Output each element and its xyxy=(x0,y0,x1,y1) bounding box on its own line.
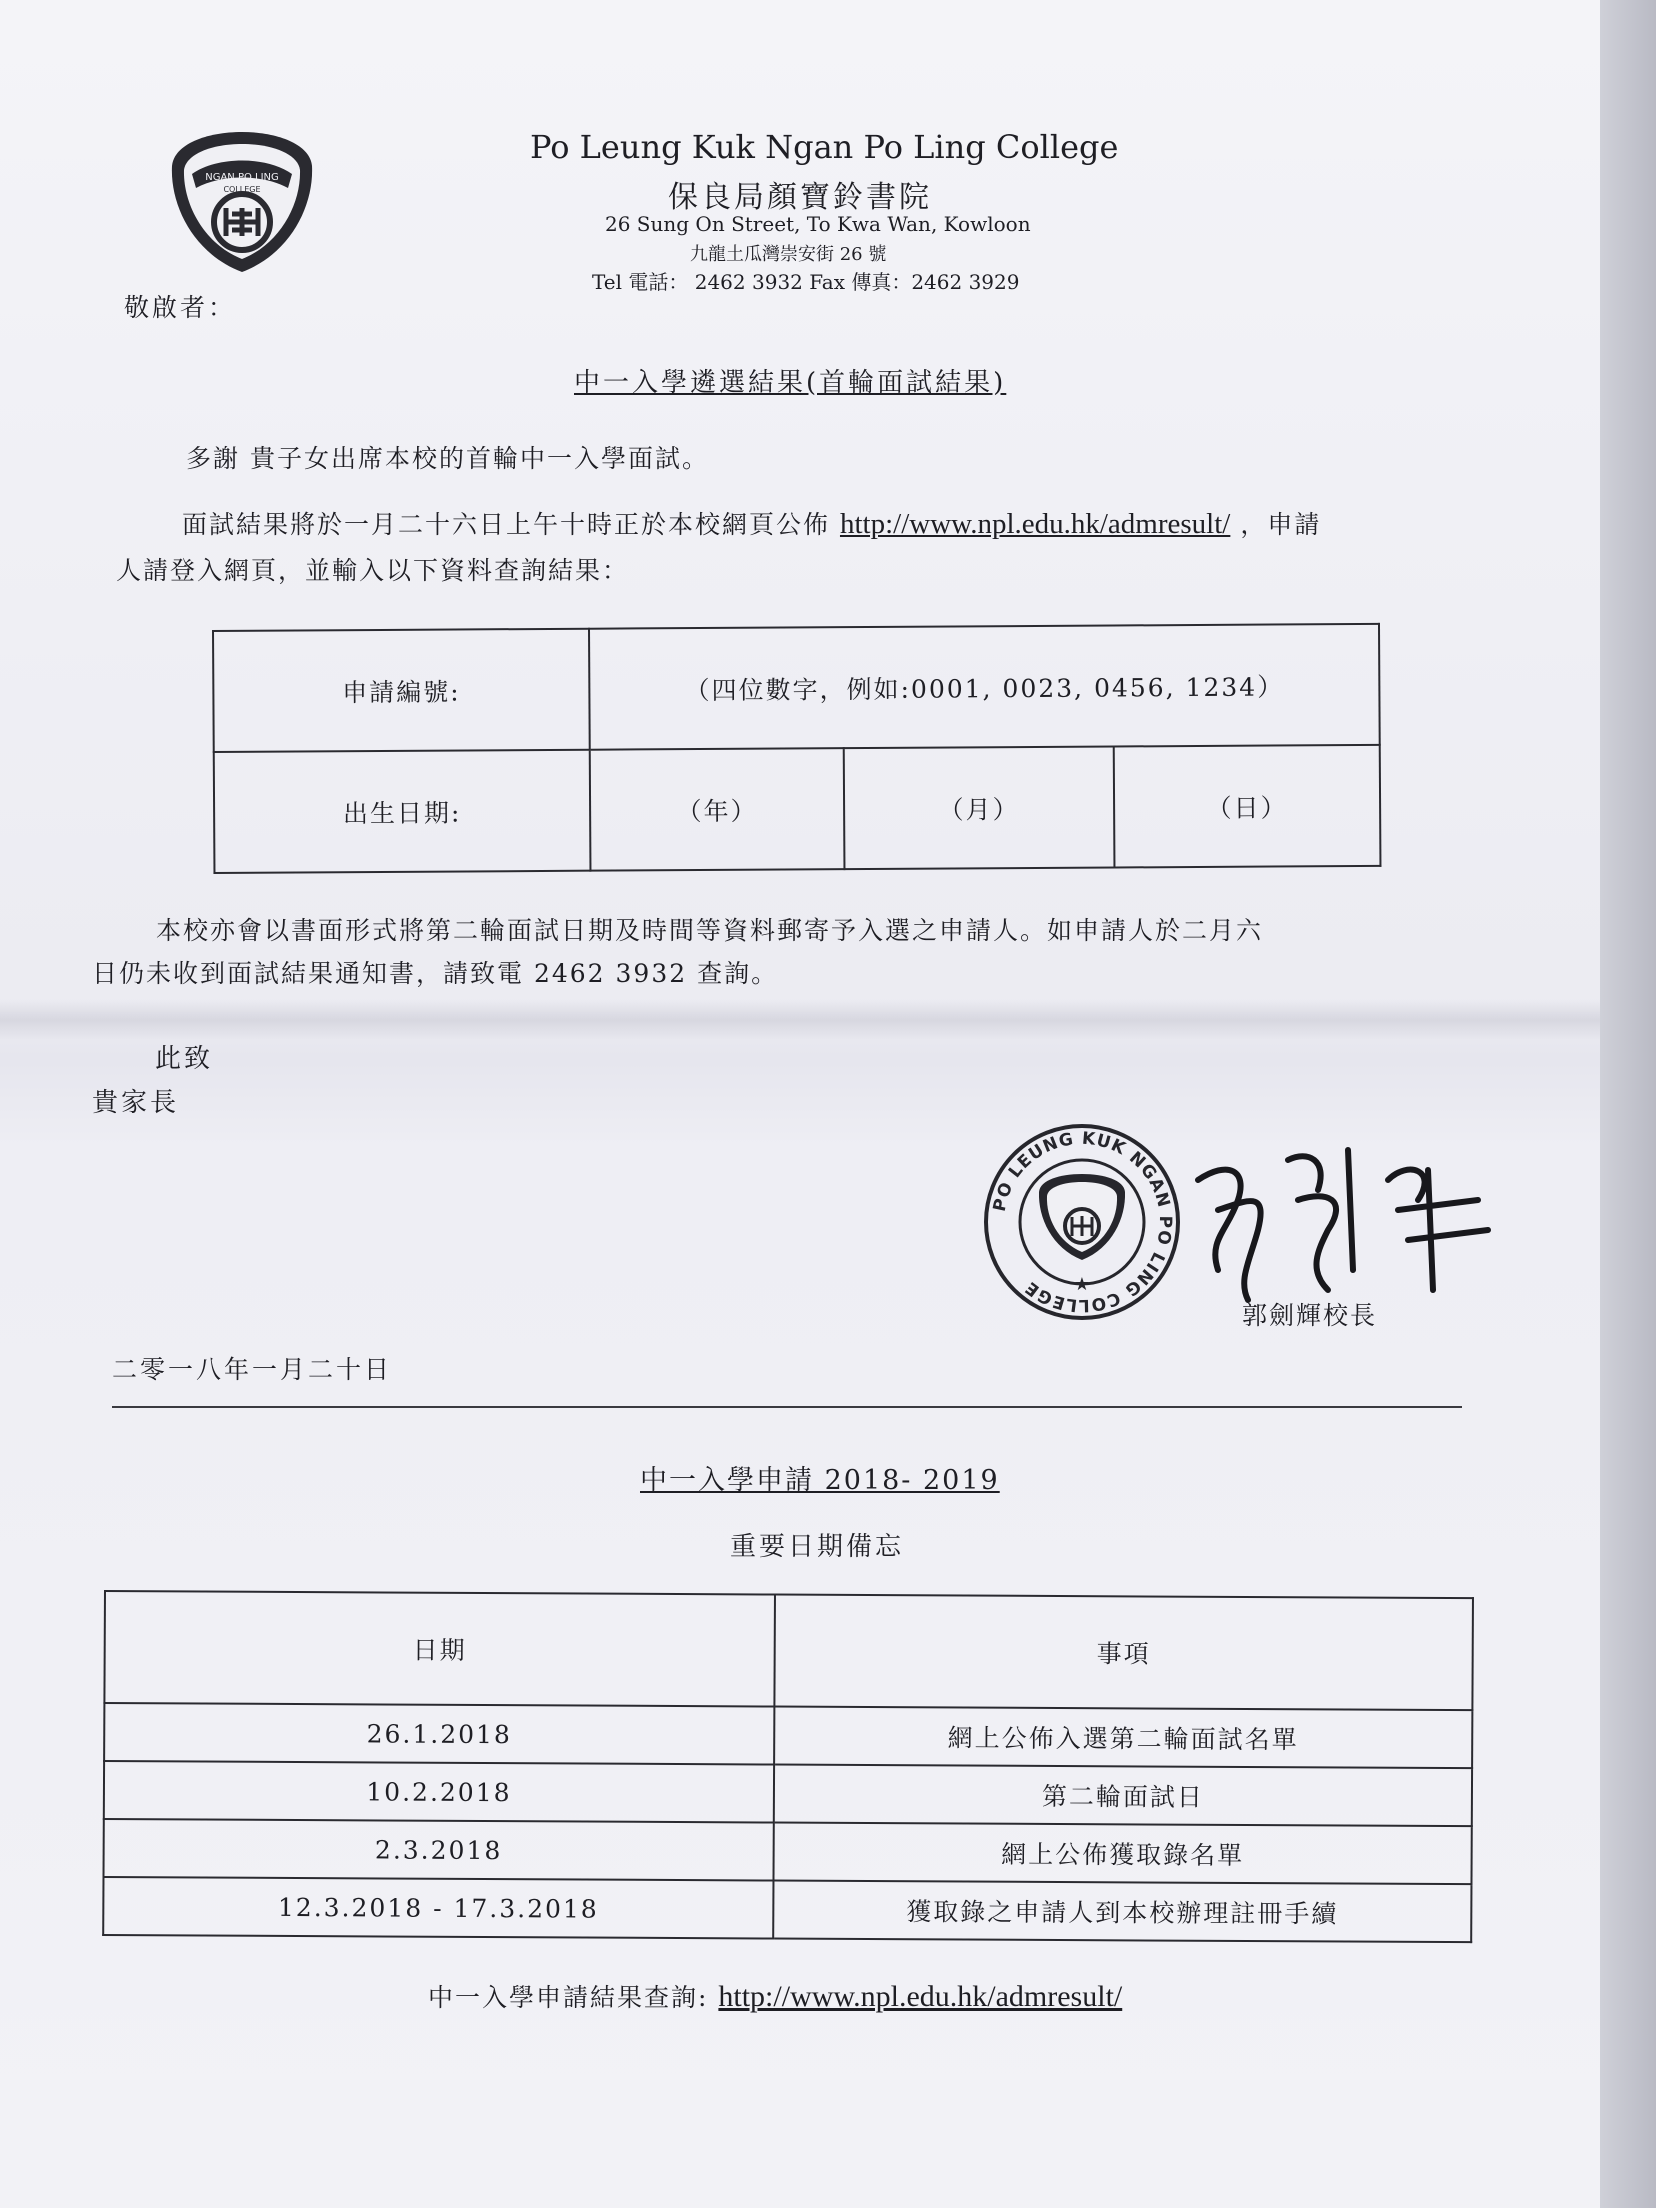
table-row xyxy=(104,1761,1472,1826)
query-info-table xyxy=(212,623,1381,874)
row-event: 獲取錄之申請人到本校辦理註冊手續 xyxy=(773,1881,1471,1943)
closing-line2: 貴家長 xyxy=(92,1088,180,1118)
admission-subtitle: 重要日期備忘 xyxy=(730,1532,905,1562)
school-address-zh: 九龍土瓜灣崇安街 26 號 xyxy=(690,244,887,265)
table-row xyxy=(104,1703,1472,1768)
row-event: 第二輪面試日 xyxy=(774,1765,1472,1827)
table-row xyxy=(214,745,1381,873)
salutation: 敬啟者： xyxy=(124,293,237,322)
principal-name: 郭劍輝校長 xyxy=(1242,1301,1378,1330)
paragraph-results-line1 xyxy=(182,505,1321,544)
paragraph-second-round-line2: 日仍未收到面試結果通知書，請致電 2462 3932 查詢。 xyxy=(92,959,779,988)
dob-month-cell: （月） xyxy=(844,746,1115,869)
important-dates-table xyxy=(102,1590,1474,1943)
application-number-hint: （四位數字，例如:0001, 0023, 0456, 1234） xyxy=(589,624,1380,750)
letter-date: 二零一八年一月二十日 xyxy=(112,1355,393,1384)
row-date: 10.2.2018 xyxy=(104,1761,774,1823)
row-event: 網上公佈獲取錄名單 xyxy=(773,1823,1471,1885)
dob-year-cell: （年） xyxy=(590,748,845,871)
section-divider xyxy=(112,1406,1462,1408)
seal-lettering: PO LEUNG KUK NGAN PO LING COLLEGE xyxy=(989,1128,1176,1316)
date-of-birth-label: 出生日期: xyxy=(214,750,591,873)
application-number-label: 申請編號: xyxy=(213,629,590,752)
school-phone-fax: Tel 電話： 2462 3932 Fax 傳真：2462 3929 xyxy=(592,270,1020,294)
official-seal-stamp xyxy=(982,1122,1182,1322)
row-date: 26.1.2018 xyxy=(104,1703,774,1765)
admission-title: 中一入學申請 2018- 2019 xyxy=(640,1465,1000,1496)
results-announce-tail: ，申請 xyxy=(1240,510,1322,539)
footer-query-line xyxy=(428,1978,1122,2014)
principal-signature xyxy=(1178,1120,1508,1310)
paper-fold xyxy=(0,1000,1600,1040)
results-url-link[interactable]: http://www.npl.edu.hk/admresult/ xyxy=(839,508,1231,540)
row-event: 網上公佈入選第二輪面試名單 xyxy=(774,1707,1472,1769)
column-header-event: 事項 xyxy=(774,1595,1473,1711)
paragraph-results-line2: 人請登入網頁，並輸入以下資料查詢結果： xyxy=(116,556,630,585)
footer-label: 中一入學申請結果查詢: xyxy=(428,1983,709,2012)
closing-line1: 此致 xyxy=(155,1044,214,1074)
results-announce-text: 面試結果將於一月二十六日上午十時正於本校網頁公佈 xyxy=(182,510,831,539)
school-address-en: 26 Sung On Street, To Kwa Wan, Kowloon xyxy=(605,212,1031,236)
column-header-date: 日期 xyxy=(104,1591,775,1707)
svg-text:★: ★ xyxy=(1073,1274,1091,1295)
paragraph-second-round-line1: 本校亦會以書面形式將第二輪面試日期及時間等資料郵寄予入選之申請人。如申請人於二月六 xyxy=(156,916,1264,945)
row-date: 12.3.2018 - 17.3.2018 xyxy=(103,1877,773,1939)
background-edge xyxy=(1600,0,1656,2208)
school-crest-logo xyxy=(162,126,322,276)
table-row xyxy=(103,1877,1471,1942)
notice-title: 中一入學遴選結果(首輪面試結果) xyxy=(574,368,1007,398)
crest-lettering: NGAN PO LING xyxy=(205,172,279,183)
row-date: 2.3.2018 xyxy=(103,1819,773,1881)
table-row xyxy=(103,1819,1471,1884)
svg-text:COLLEGE: COLLEGE xyxy=(223,185,261,194)
dob-day-cell: （日） xyxy=(1114,745,1381,868)
paragraph-thanks: 多謝 貴子女出席本校的首輪中一入學面試。 xyxy=(186,444,709,473)
school-name-zh: 保良局顏寶鈴書院 xyxy=(668,180,932,215)
table-row xyxy=(213,624,1380,752)
table-header-row xyxy=(104,1591,1473,1710)
footer-url-link[interactable]: http://www.npl.edu.hk/admresult/ xyxy=(718,1980,1123,2013)
school-name-en: Po Leung Kuk Ngan Po Ling College xyxy=(530,128,1119,166)
